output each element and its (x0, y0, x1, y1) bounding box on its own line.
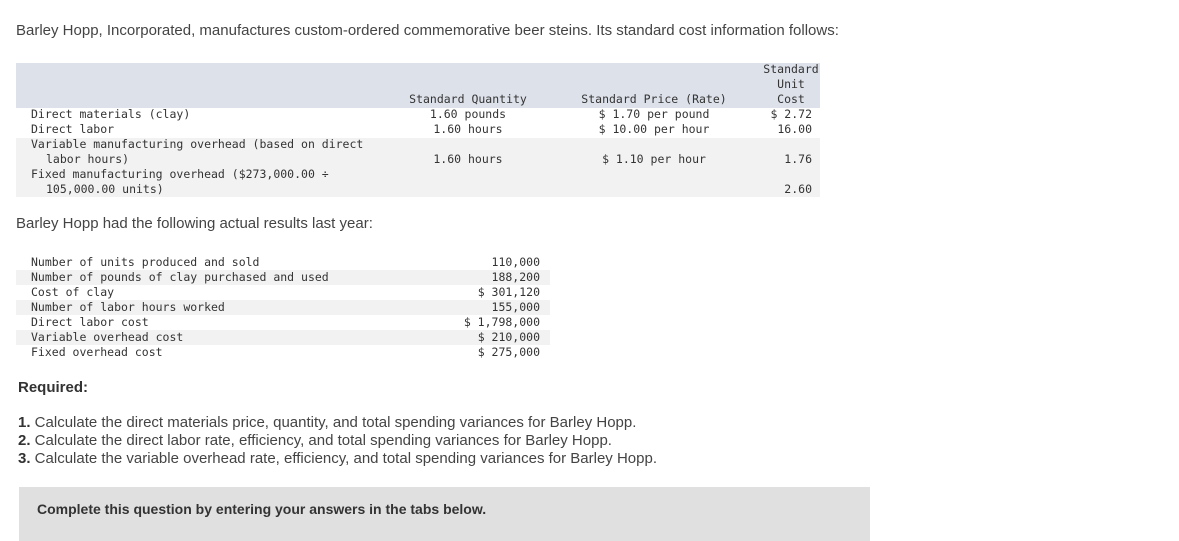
row-cost: 1.76 (784, 152, 812, 166)
row-quantity: 1.60 pounds (429, 107, 507, 121)
row-label-variable-overhead-cont: labor hours) (46, 152, 130, 166)
table-row-value: $ 1,798,000 (463, 315, 540, 329)
required-heading: Required: (18, 379, 89, 396)
table-row-label: Number of units produced and sold (31, 255, 260, 269)
actual-results-table (16, 255, 550, 361)
row-label-direct-labor: Direct labor (31, 122, 115, 136)
table-row-label: Fixed overhead cost (31, 345, 163, 359)
table-row-value: 188,200 (491, 270, 540, 284)
table-row-label: Direct labor cost (31, 315, 149, 329)
row-label-variable-overhead: Variable manufacturing overhead (based on direct (31, 137, 364, 151)
table-row-value: $ 210,000 (477, 330, 540, 344)
header-standard-cost-line3: Cost (777, 92, 805, 106)
requirement-number: 3. (18, 450, 31, 467)
header-standard-cost-line2: Unit (777, 77, 805, 91)
requirement-text: Calculate the direct materials price, quantity, and total spending variances for Barley Hopp. (30, 414, 637, 431)
table-row-value: $ 275,000 (477, 345, 540, 359)
requirement-number: 2. (18, 432, 31, 449)
tabs-instruction-panel (19, 487, 870, 541)
row-label-fixed-overhead-cont: 105,000.00 units) (46, 182, 164, 196)
row-price: $ 10.00 per hour (598, 122, 710, 136)
table-row-value: 155,000 (491, 300, 540, 314)
tabs-instruction-text: Complete this question by entering your answers in the tabs below. (37, 501, 487, 517)
requirement-text: Calculate the direct labor rate, efficiency, and total spending variances for Barley Hopp. (30, 432, 612, 449)
intro-text: Barley Hopp, Incorporated, manufactures custom-ordered commemorative beer steins. Its standard cost information follows: (16, 22, 839, 39)
requirement-text: Calculate the variable overhead rate, efficiency, and total spending variances for Barley Hopp. (30, 450, 657, 467)
row-price: $ 1.70 per pound (598, 107, 710, 121)
row-cost: 2.60 (784, 182, 812, 196)
requirement-number: 1. (18, 414, 31, 431)
header-standard-quantity: Standard Quantity (409, 92, 527, 106)
header-standard-price: Standard Price (Rate) (581, 92, 727, 106)
requirements-list (18, 414, 657, 468)
actual-results-title: Barley Hopp had the following actual results last year: (16, 215, 373, 232)
row-label-fixed-overhead: Fixed manufacturing overhead ($273,000.00 ÷ (31, 167, 329, 181)
table-row-label: Number of labor hours worked (31, 300, 225, 314)
header-standard-cost-line1: Standard (763, 62, 819, 76)
row-quantity: 1.60 hours (433, 122, 503, 136)
row-cost: $ 2.72 (770, 107, 812, 121)
list-item (18, 432, 657, 450)
row-cost: 16.00 (777, 122, 812, 136)
list-item (18, 450, 657, 468)
row-label-direct-materials: Direct materials (clay) (31, 107, 191, 121)
list-item (18, 414, 657, 432)
row-quantity: 1.60 hours (433, 152, 503, 166)
table-row-label: Number of pounds of clay purchased and used (31, 270, 329, 284)
standard-cost-table (16, 61, 820, 197)
table-row-label: Cost of clay (31, 285, 115, 299)
table-row-value: $ 301,120 (477, 285, 540, 299)
table-row-value: 110,000 (491, 255, 540, 269)
row-price: $ 1.10 per hour (602, 152, 706, 166)
table-row-label: Variable overhead cost (31, 330, 184, 344)
